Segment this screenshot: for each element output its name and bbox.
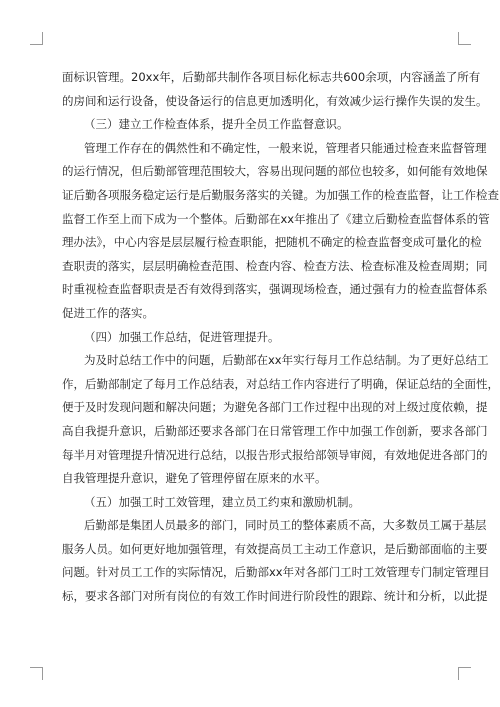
text-line: 证后勤各项服务稳定运行是后勤服务落实的关键。为加强工作的检查监督，让工作检查 [62, 187, 499, 202]
text-line: 作，后勤部制定了每月工作总结表，对总结工作内容进行了明确，保证总结的全面性， [62, 376, 499, 391]
text-line: （五）加强工时工效管理，建立员工约束和激励机制。 [84, 494, 360, 509]
text-line: 促进工作的落实。 [62, 305, 154, 320]
text-line: 便于及时发现问题和解决问题；为避免各部门工作过程中出现的对上级过度依赖，提 [62, 400, 488, 415]
text-line: 监督工作至上而下成为一个整体。后勤部在xx年推出了《建立后勤检查监督体系的管 [62, 211, 490, 226]
text-line: 面标识管理。20xx年，后勤部共制作各项目标化标志共600余项，内容涵盖了所有 [62, 70, 481, 84]
text-line: 查职责的落实，层层明确检查范围、检查内容、检查方法、检查标准及检查周期；同 [62, 258, 488, 273]
text-line: 的运行情况，但后勤部管理范围较大，容易出现问题的部位也较多，如何能有效地保 [62, 164, 488, 179]
text-line: 后勤部是集团人员最多的部门，同时员工的整体素质不高，大多数员工属于基层 [84, 518, 487, 533]
text-line: 时重视检查监督职责是否有效得到落实，强调现场检查，通过强有力的检查监督体系 [62, 282, 488, 297]
text-line: 标，要求各部门对所有岗位的有效工作时间进行阶段性的跟踪、统计和分析，以此提 [62, 589, 488, 604]
text-line: 服务人员。如何更好地加强管理，有效提高员工主动工作意识，是后勤部面临的主要 [62, 541, 488, 556]
text-line: 自我管理提升意识，避免了管理停留在原来的水平。 [62, 471, 327, 486]
text-line: 为及时总结工作中的问题，后勤部在xx年实行每月工作总结制。为了更好总结工 [84, 353, 489, 368]
text-line: 理办法》，中心内容是层层履行检查职能，把随机不确定的检查监督变成可量化的检 [62, 235, 482, 250]
text-line: 管理工作存在的偶然性和不确定性，一般来说，管理者只能通过检查来监督管理 [84, 140, 487, 155]
text-line: 的房间和运行设备，使设备运行的信息更加透明化，有效减少运行操作失误的发生。 [62, 93, 488, 108]
text-line: （四）加强工作总结，促进管理提升。 [84, 329, 280, 344]
document-body [62, 66, 499, 609]
crop-mark-bottom-right [458, 667, 471, 680]
text-line: 问题。针对员工工作的实际情况，后勤部xx年对各部门工时工效管理专门制定管理目 [62, 565, 490, 580]
crop-mark-top-left [30, 32, 43, 45]
crop-mark-bottom-left [30, 667, 43, 680]
crop-mark-top-right [458, 32, 471, 45]
text-line: 高自我提升意识，后勤部还要求各部门在日常管理工作中加强工作创新，要求各部门 [62, 423, 488, 438]
text-line: 每半月对管理提升情况进行总结，以报告形式报给部领导审阅，有效地促进各部门的 [62, 447, 488, 462]
text-line: （三）建立工作检查体系，提升全员工作监督意识。 [84, 117, 349, 132]
